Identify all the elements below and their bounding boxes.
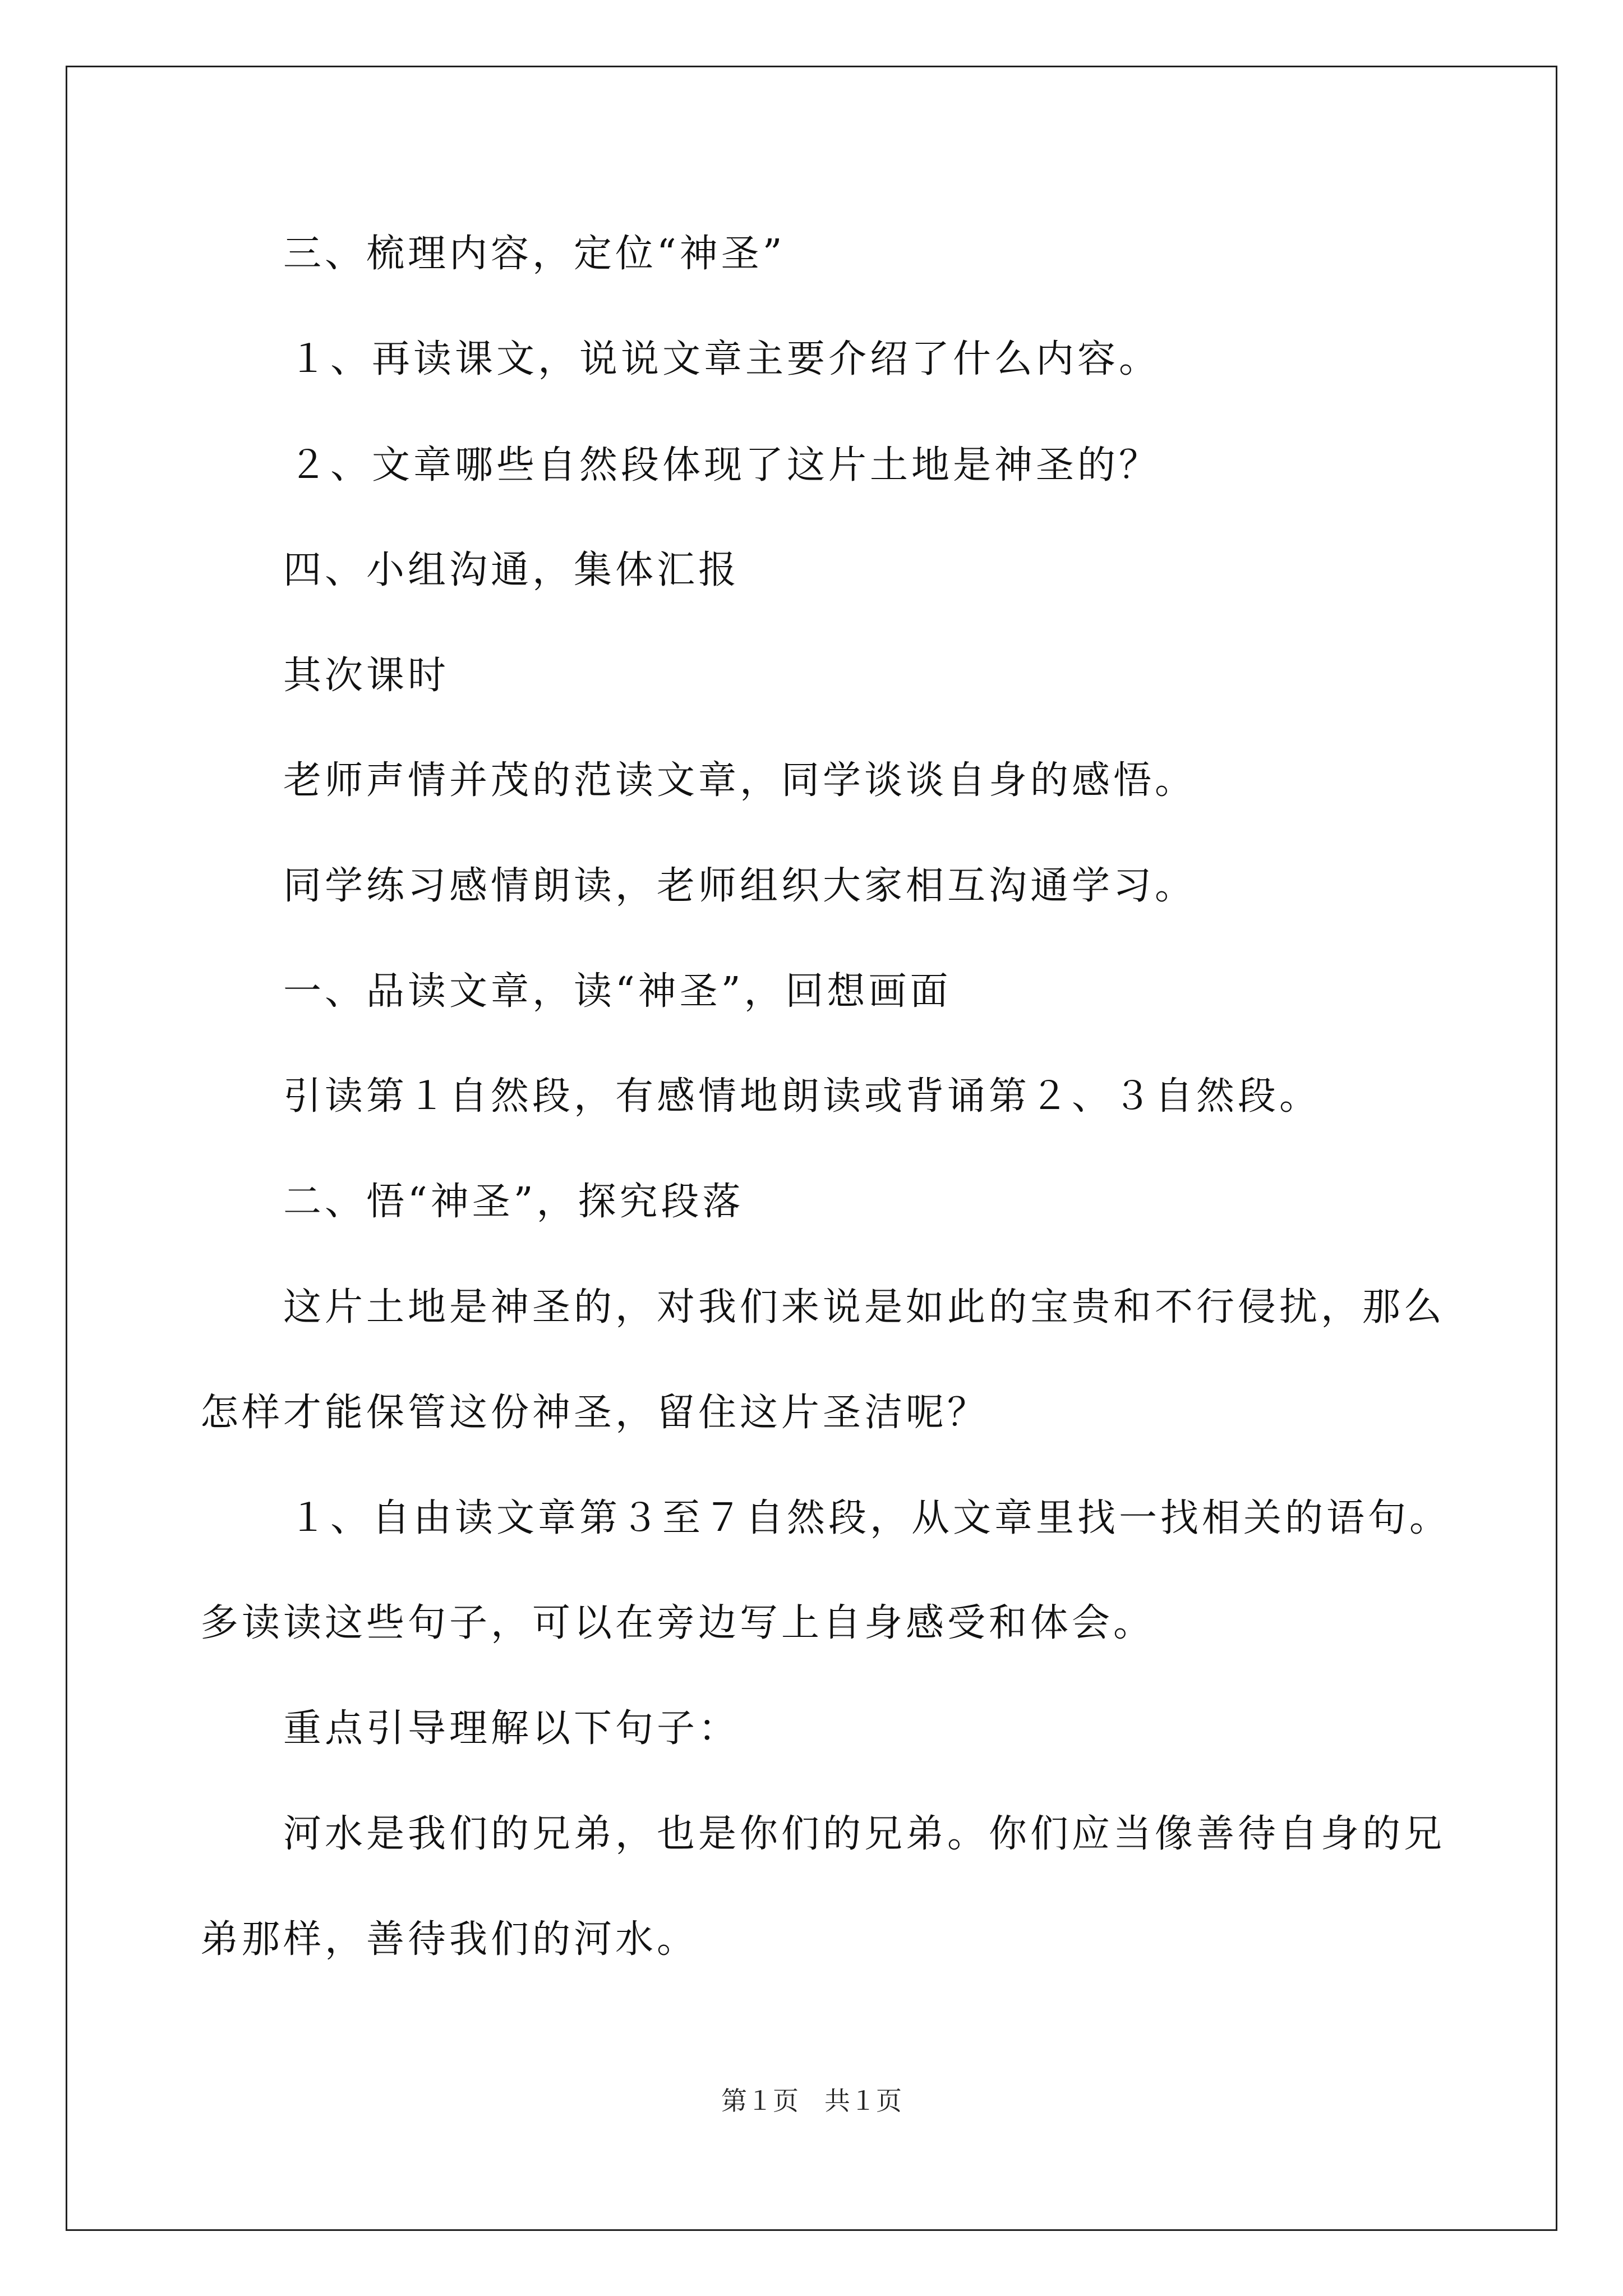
paragraph: 引读第１自然段，有感情地朗读或背诵第２、３自然段。 [283,1074,1321,1119]
paragraph: 重点引导理解以下句子： [283,1706,740,1751]
paragraph: ２、文章哪些自然段体现了这片土地是神圣的？ [289,443,1161,487]
section-heading: 一、品读文章，读“神圣”，回想画面 [283,969,952,1014]
paragraph: 老师声情并茂的范读文章，同学谈谈自身的感悟。 [283,758,1197,803]
paragraph: １、再读课文，说说文章主要介绍了什么内容。 [289,337,1161,381]
section-heading: 四、小组沟通，集体汇报 [283,548,740,592]
section-heading: 其次课时 [283,654,450,698]
paragraph: 怎样才能保管这份神圣，留住这片圣洁呢？ [200,1391,989,1435]
paragraph: 这片土地是神圣的，对我们来说是如此的宝贵和不行侵扰，那么 [283,1285,1446,1329]
paragraph: 同学练习感情朗读，老师组织大家相互沟通学习。 [283,864,1197,908]
page-footer: 第１页 共１页 [721,2086,902,2116]
paragraph: １、自由读文章第３至７自然段，从文章里找一找相关的语句。 [289,1496,1451,1540]
paragraph: 多读读这些句子，可以在旁边写上自身感受和体会。 [200,1601,1155,1645]
page-frame [66,66,1557,2231]
section-heading: 三、梳理内容，定位“神圣” [283,232,786,276]
paragraph: 弟那样，善待我们的河水。 [200,1917,699,1962]
paragraph: 河水是我们的兄弟，也是你们的兄弟。你们应当像善待自身的兄 [283,1812,1446,1856]
section-heading: 二、悟“神圣”，探究段落 [283,1180,744,1224]
